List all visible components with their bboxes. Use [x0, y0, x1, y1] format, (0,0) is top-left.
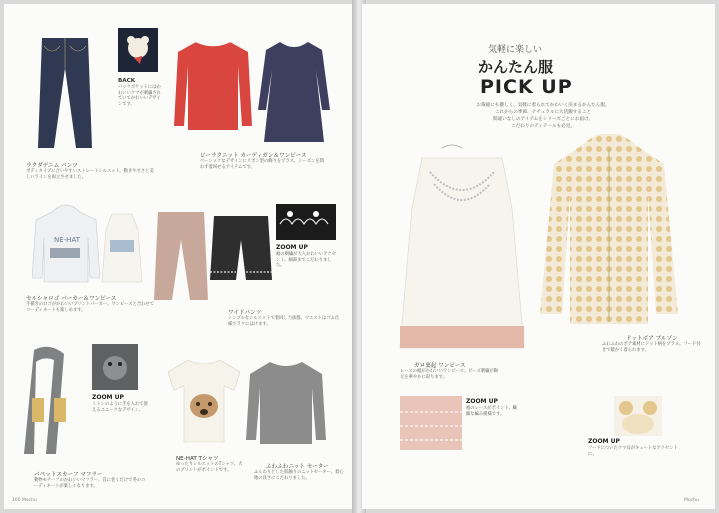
navy-dress-image: [254, 38, 334, 142]
scarf-title: パペットスカーフ マフラー: [34, 472, 103, 478]
zoom-scarf-photo: [92, 344, 138, 390]
lead-line-2: これからの季節、ナチュラルに大活躍すること: [494, 110, 592, 115]
lead-line-4: こだわりのディテールも必見。: [511, 124, 575, 129]
pants-title: ワイドパンツ: [228, 310, 262, 316]
lace-dress-caption: レースの裾がかわいいワンピース。ビーズ刺繍が胸元を華やかに彩ります。: [400, 369, 498, 380]
tshirt-caption: ゆったりシルエットのTシャツ。犬のプリントがポイントです。: [176, 462, 243, 473]
back-pocket-photo: [118, 28, 158, 72]
jacket-caption: ふわふわのボア素材にドット柄をプラス。フード付きで暖かく着られます。: [602, 342, 701, 353]
lace-dress-image: [392, 144, 532, 358]
pants-caption: シンプルなシルエットで着回し力抜群。ウエストはゴム仕様でラクにはけます。: [228, 316, 340, 327]
hoodie-image: [32, 202, 100, 286]
jeans-image: [30, 28, 100, 156]
zoom-up-caption-1: 裾の刺繍が大人かわいいアクセント。細部までこだわりました。: [276, 252, 337, 269]
right-page: [362, 4, 715, 509]
knit-title: ビーラクニット カーディガン＆ワンピース: [200, 153, 307, 159]
lace-zoom-photo: [400, 396, 462, 450]
gray-sweater-image: [244, 356, 328, 456]
tshirt-title: NE-HAT Tシャツ: [176, 456, 219, 462]
zoom-embroidery-photo: [276, 204, 336, 240]
jacket-zoom-caption: フードについたクマ耳がキュートなアクセントに。: [588, 446, 678, 457]
lace-zoom-label: ZOOM UP: [466, 398, 498, 405]
puppet-scarf-image: [24, 344, 76, 462]
jeans-title: ラクダデニム パンツ: [26, 163, 78, 169]
white-dress-image: [100, 210, 144, 286]
zoom-up-label-1: ZOOM UP: [276, 244, 308, 251]
sweater-caption: ふんわりとした肌触りのニットセーター。着心地の良さにこだわりました。: [254, 470, 344, 481]
header-title: かんたん服: [478, 58, 554, 76]
lead-line-3: 間違いなしのアイテムをシリーズごとにお届け。: [492, 117, 593, 122]
back-caption: バックポケットにはかわいいクマが刺繍されていてかわいいデザインです。: [118, 85, 161, 107]
dark-shorts-image: [210, 214, 272, 284]
lead-line-1: お裁縫にも優しく、気軽に着られてかわいく決まるかんたん服。: [476, 103, 610, 108]
zoom-up-caption-2: ミトンのように手を入れて使えるユニークなデザイン。: [92, 402, 148, 413]
jacket-zoom-photo: [614, 396, 662, 436]
beige-pants-image: [152, 208, 210, 304]
left-page: [4, 4, 356, 509]
jacket-zoom-label: ZOOM UP: [588, 438, 620, 445]
lace-dress-title: ガロ裏起 ワンピース: [414, 363, 466, 369]
jeans-caption: ボディタイプに合いやすいストレートシルエット。動きやすさと美しいラインを両立させました。: [26, 169, 154, 180]
dot-jacket-image: [534, 134, 684, 324]
jacket-title: ドットボア ブルゾン: [626, 336, 678, 342]
back-label: BACK: [118, 78, 136, 84]
header-kicker: 気軽に楽しい: [488, 45, 543, 55]
header-lead: [458, 102, 628, 130]
zoom-up-label-2: ZOOM UP: [92, 394, 124, 401]
sweater-title: ふわふわニット セーター: [266, 464, 329, 470]
dog-tshirt-image: [164, 356, 244, 446]
hoodie-caption: 手描きのロゴがかわいいプリントパーカー。ワンピースと合わせてコーディネートも楽しめます。: [26, 302, 155, 313]
red-knit-image: [174, 38, 252, 134]
scarf-caption: 動物モチーフのかわいいマフラー。首に巻くだけで冬のコーディネートが楽しくなります。: [34, 478, 146, 489]
right-folio: Mochu: [684, 498, 699, 503]
knit-caption: ベーシックなデザインにリボン型の飾りをプラス。シーズンを問わず着回せるアイテムです。: [200, 159, 324, 170]
hoodie-title: セルシャロゴ パーカー＆ワンピース: [26, 296, 117, 302]
lace-zoom-caption: 裾のレースがポイント。繊細な編み模様です。: [466, 406, 517, 417]
header-title-pickup: PICK UP: [480, 76, 573, 98]
left-folio: 100 Mochu: [12, 498, 37, 503]
svg-text:NE-HAT: NE-HAT: [54, 236, 80, 244]
